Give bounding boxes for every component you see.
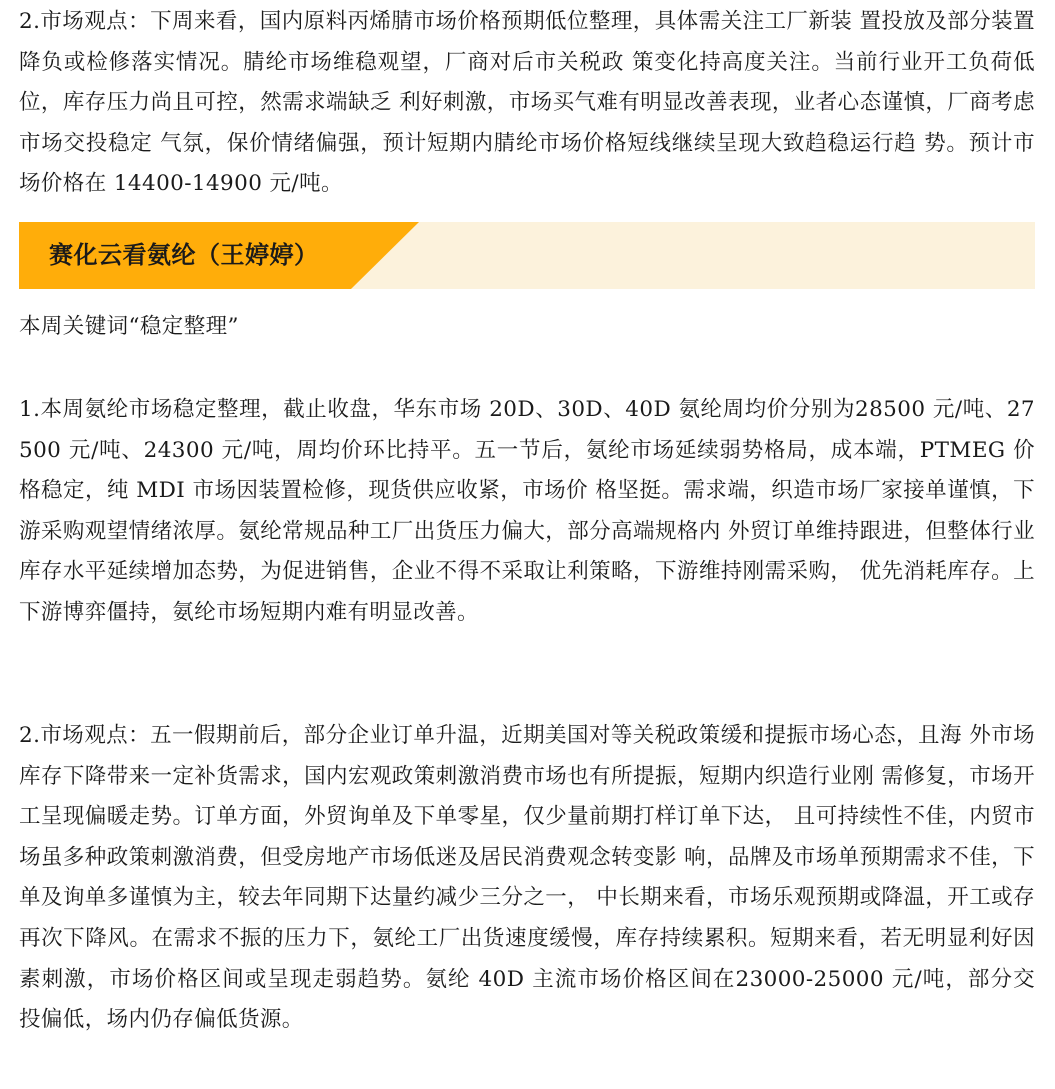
section-title: 赛化云看氨纶（王婷婷） [49, 241, 319, 269]
section-banner [19, 222, 1035, 289]
paragraph-spandex-market-view: 2.市场观点：五一假期前后，部分企业订单升温，近期美国对等关税政策缓和提振市场心态，且海 外市场库存下降带来一定补货需求，国内宏观政策刺激消费市场也有所提振，短期内织造行业刚 需修复，市场开工呈现偏暖走势。订单方面，外贸询单及下单零星，仅少量前期打样订单下达， 且可持续性不佳，内贸市场虽多种政策刺激消费，但受房地产市场低迷及居民消费观念转变影 响，品牌及市场单预期需求不佳，下单及询单多谨慎为主，较去年同期下达量约减少三分之一， 中长期来看，市场乐观预期或降温，开工或存再次下降风。在需求不振的压力下，氨纶工厂出货速度缓慢，库存持续累积。短期来看，若无明显利好因素刺激，市场价格区间或呈现走弱趋势。氨纶 40D 主流市场价格区间在23000-25000 元/吨，部分交 投偏低，场内仍存偏低货源。 [19, 723, 1035, 1033]
paragraph-keyword: 本周关键词“稳定整理” [19, 314, 239, 339]
paragraph-spandex-summary: 1.本周氨纶市场稳定整理，截止收盘，华东市场 20D、30D、40D 氨纶周均价分别为28500 元/吨、27500 元/吨、24300 元/吨，周均价环比持平。五一节后，氨纶市场延续弱势格局，成本端，PTMEG 价格稳定，纯 MDI 市场因装置检修，现货供应收紧，市场价 格坚挺。需求端，织造市场厂家接单谨慎，下游采购观望情绪浓厚。氨纶常规品种工厂出货压力偏大，部分高端规格内 外贸订单维持跟进，但整体行业库存水平延续增加态势，为促进销售，企业不得不采取让利策略，下游维持刚需采购， 优先消耗库存。上下游博弈僵持，氨纶市场短期内难有明显改善。 [19, 397, 1035, 625]
paragraph-acrylonitrile-market-view: 2.市场观点：下周来看，国内原料丙烯腈市场价格预期低位整理，具体需关注工厂新装 置投放及部分装置降负或检修落实情况。腈纶市场维稳观望，厂商对后市关税政 策变化持高度关注。当前行业开工负荷低位，库存压力尚且可控，然需求端缺乏 利好刺激，市场买气难有明显改善表现，业者心态谨慎，厂商考虑市场交投稳定 气氛，保价情绪偏强，预计短期内腈纶市场价格短线继续呈现大致趋稳运行趋 势。预计市场价格在 14400-14900 元/吨。 [19, 9, 1035, 197]
